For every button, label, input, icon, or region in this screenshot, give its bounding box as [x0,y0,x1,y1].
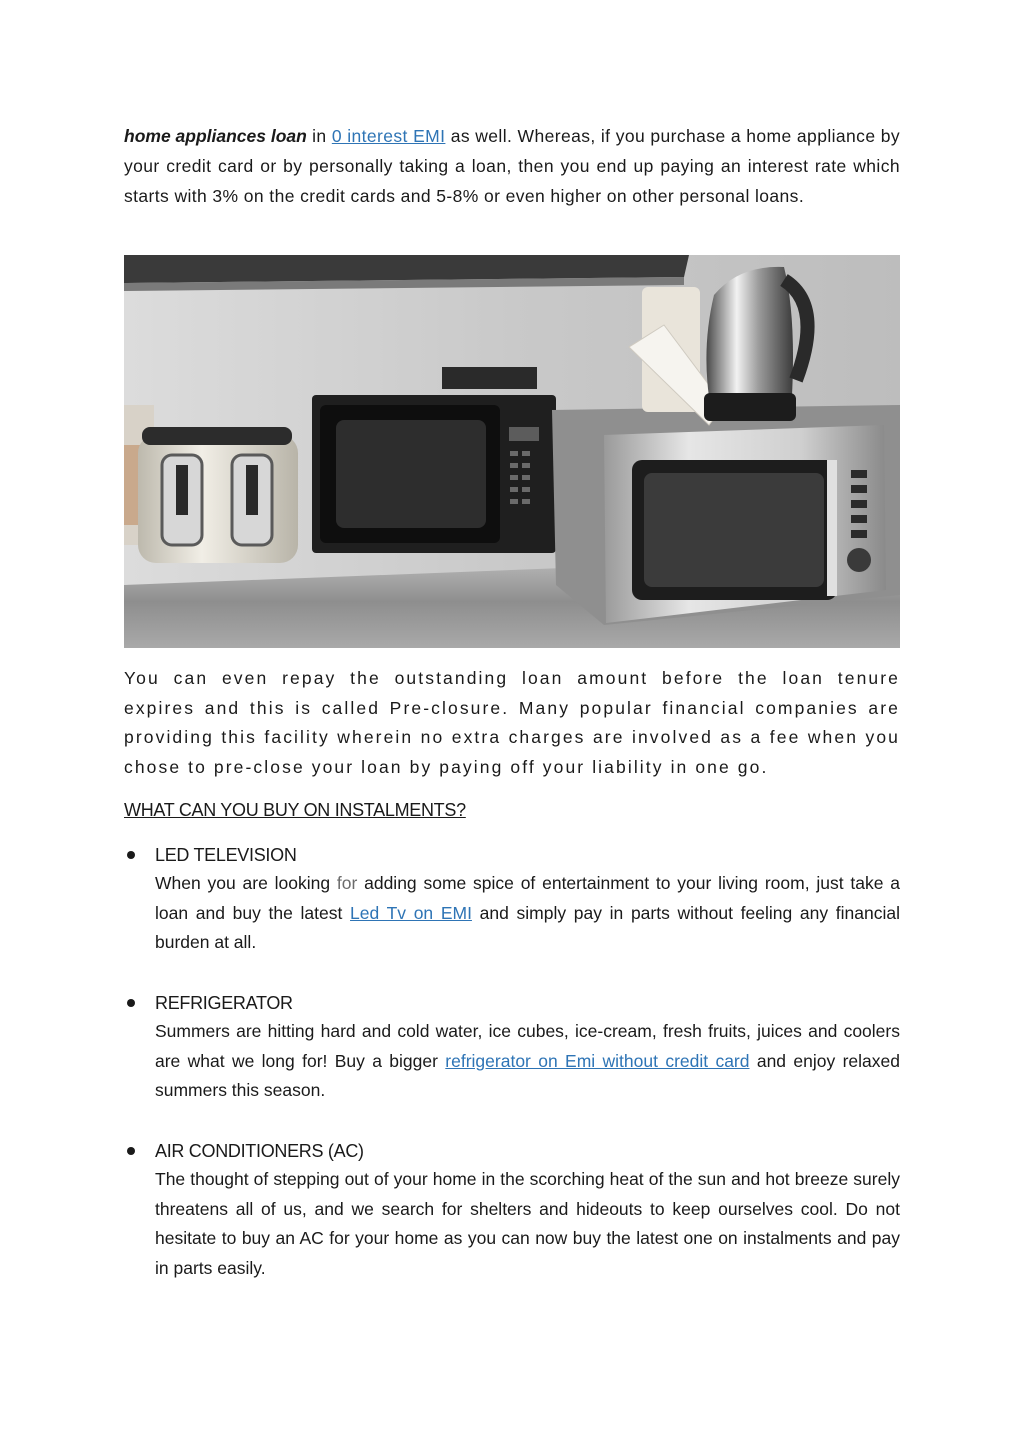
list-item-led-tv [155,841,900,958]
list-item-title: LED TELEVISION [155,841,900,869]
bullet-icon [127,851,135,859]
list-item-refrigerator [155,989,900,1106]
led-tv-emi-link[interactable]: Led Tv on EMI [350,902,472,923]
list-item-title: AIR CONDITIONERS (AC) [155,1137,900,1165]
bullet-icon [127,999,135,1007]
repay-paragraph: You can even repay the outstanding loan amount before the loan tenure expires and this is called Pre-closure. Many popular financial companies are providing this facility wherein no extra charges are involved as a fee when you chose to pre-close your loan by paying off your liability in one go. [124,668,900,777]
zero-interest-emi-link[interactable]: 0 interest EMI [331,126,446,146]
refrigerator-emi-link[interactable]: refrigerator on Emi without credit card [445,1050,750,1071]
list-item-body: When you are looking for adding some spice of entertainment to your living room, just take a loan and buy the latest Led Tv on EMI and simply pay in parts without feeling any financial burden at all. [155,873,900,952]
list-item-body: The thought of stepping out of your home in the scorching heat of the sun and hot breeze surely threatens all of us, and we search for shelters and hideouts to keep ourselves cool. Do not hesitate to buy an AC for your home as you can now buy the latest one on instalments and pay in parts easily. [155,1169,900,1278]
bullet-icon [127,1147,135,1155]
kitchen-appliances-photo [124,255,900,648]
intro-paragraph: home appliances loan in 0 interest EMI as well. Whereas, if you purchase a home appliance by your credit card or by personally taking a loan, then you end up paying an interest rate which starts with 3% on the credit cards and 5-8% or even higher on other personal loans. [124,126,901,206]
intro-bold-phrase: home appliances loan [124,126,307,146]
list-item-body: Summers are hitting hard and cold water, ice cubes, ice-cream, fresh fruits, juices and coolers are what we long for! Buy a bigger refrigerator on Emi without credit card and enjoy relaxed summers this season. [155,1021,900,1100]
list-item-title: REFRIGERATOR [155,989,900,1017]
list-item-air-conditioners [155,1137,900,1283]
section-heading: WHAT CAN YOU BUY ON INSTALMENTS? [124,800,466,820]
